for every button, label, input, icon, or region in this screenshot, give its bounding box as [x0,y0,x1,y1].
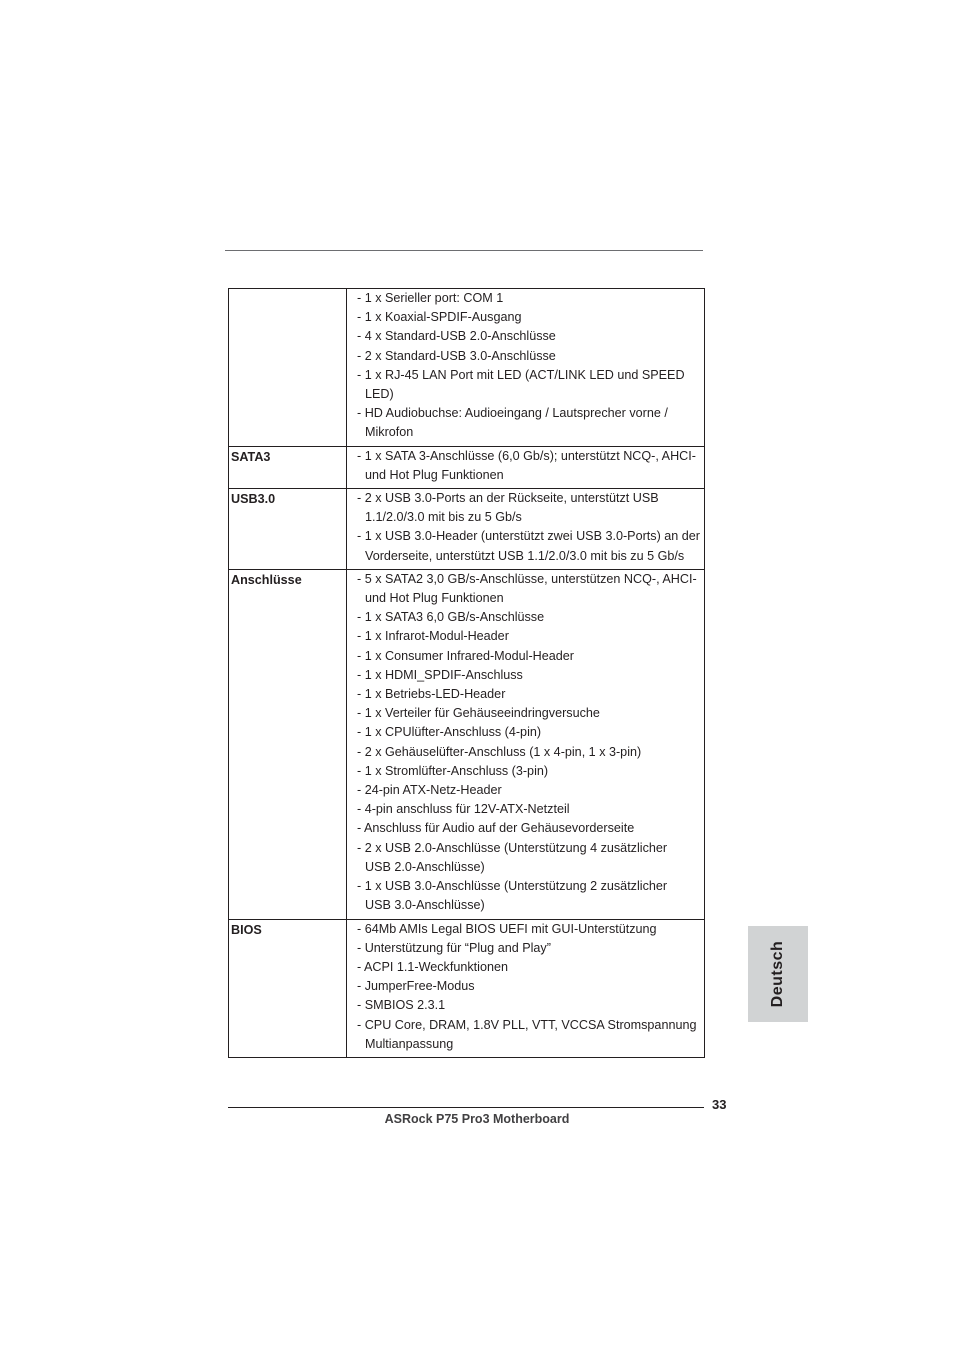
spec-item [357,666,704,685]
spec-item-text: - 1 x Stromlüfter-Anschluss (3-pin) [357,763,549,778]
spec-item-text: - 1 x Betriebs-LED-Header [357,687,506,702]
spec-table-body [229,289,705,1058]
spec-item [357,877,704,915]
spec-item-text: - 24-pin ATX-Netz-Header [357,783,502,798]
spec-item-text: - 2 x USB 2.0-Anschlüsse (Unterstützung 4 zusätzlicher [357,840,668,855]
spec-row-items [347,489,705,570]
spec-item [357,781,704,800]
spec-item-continuation: Vorderseite, unterstützt USB 1.1/2.0/3.0 mit bis zu 5 Gb/s [365,548,685,563]
spec-item [357,308,704,327]
spec-item-text: - 1 x RJ-45 LAN Port mit LED (ACT/LINK LED und SPEED [357,367,685,382]
spec-item [357,404,704,442]
spec-item [357,489,704,527]
spec-item-text: - 1 x USB 3.0-Anschlüsse (Unterstützung 2 zusätzlicher [357,879,668,894]
spec-item-continuation: Mikrofon [365,425,414,440]
spec-item-text: - 1 x Verteiler für Gehäuseeindringversuche [357,706,600,721]
spec-item [357,447,704,485]
spec-item-text: - CPU Core, DRAM, 1.8V PLL, VTT, VCCSA Stromspannung [357,1017,697,1032]
spec-item [357,570,704,608]
spec-item-text: - 2 x Standard-USB 3.0-Anschlüsse [357,348,556,363]
spec-row-label: USB3.0 [229,489,347,570]
language-tab-label: Deutsch [769,940,786,1008]
spec-item [357,704,704,723]
spec-item-continuation: USB 2.0-Anschlüsse) [365,859,485,874]
spec-item-text: - SMBIOS 2.3.1 [357,998,446,1013]
spec-item [357,819,704,838]
spec-item-text: - 1 x SATA 3-Anschlüsse (6,0 Gb/s); unterstützt NCQ-, AHCI- [357,448,696,463]
spec-item-text: - 2 x USB 3.0-Ports an der Rückseite, unterstützt USB [357,491,659,506]
spec-item [357,608,704,627]
spec-item [357,685,704,704]
spec-item-text: - 1 x Serieller port: COM 1 [357,291,504,305]
spec-item-continuation: USB 3.0-Anschlüsse) [365,898,485,913]
spec-item [357,977,704,996]
spec-item-continuation: 1.1/2.0/3.0 mit bis zu 5 Gb/s [365,510,522,525]
spec-item [357,996,704,1015]
spec-item [357,627,704,646]
spec-row [229,289,705,447]
spec-item-text: - 1 x CPUlüfter-Anschluss (4-pin) [357,725,542,740]
spec-row [229,446,705,488]
spec-item-text: - 1 x USB 3.0-Header (unterstützt zwei USB 3.0-Ports) an der [357,529,700,544]
top-divider [225,250,703,251]
spec-item [357,289,704,308]
spec-item-text: - ACPI 1.1-Weckfunktionen [357,959,508,974]
spec-item-text: - Anschluss für Audio auf der Gehäusevorderseite [357,821,635,836]
spec-item [357,527,704,565]
spec-row-items [347,446,705,488]
spec-row-label: Anschlüsse [229,569,347,919]
spec-item [357,743,704,762]
spec-row-label: SATA3 [229,446,347,488]
spec-item [357,800,704,819]
spec-item-text: - HD Audiobuchse: Audioeingang / Lautsprecher vorne / [357,406,668,421]
spec-row-label [229,289,347,447]
spec-item-text: - 4-pin anschluss für 12V-ATX-Netzteil [357,802,570,817]
spec-item [357,347,704,366]
spec-item-text: - Unterstützung für “Plug and Play” [357,940,551,955]
spec-item [357,920,704,939]
spec-item-text: - 1 x Koaxial-SPDIF-Ausgang [357,310,522,325]
spec-item-continuation: LED) [365,387,394,402]
spec-item-text: - 64Mb AMIs Legal BIOS UEFI mit GUI-Unterstützung [357,921,657,936]
spec-item-continuation: Multianpassung [365,1036,454,1051]
spec-row-items [347,919,705,1057]
spec-item [357,647,704,666]
spec-item-continuation: und Hot Plug Funktionen [365,591,504,606]
spec-item [357,723,704,742]
footer-product-name: ASRock P75 Pro3 Motherboard [384,1112,570,1126]
spec-item-text: - 1 x SATA3 6,0 GB/s-Anschlüsse [357,610,545,625]
spec-item-text: - JumperFree-Modus [357,979,475,994]
spec-item [357,1016,704,1054]
spec-item [357,939,704,958]
page-number: 33 [712,1097,727,1112]
spec-item [357,327,704,346]
spec-item [357,839,704,877]
footer-divider [228,1107,704,1108]
spec-row-items [347,569,705,919]
spec-row-items [347,289,705,447]
spec-row [229,569,705,919]
spec-item [357,958,704,977]
spec-item-continuation: und Hot Plug Funktionen [365,467,504,482]
spec-item-text: - 4 x Standard-USB 2.0-Anschlüsse [357,329,556,344]
spec-row [229,919,705,1057]
spec-table [228,288,705,1058]
spec-item-text: - 2 x Gehäuselüfter-Anschluss (1 x 4-pin, 1 x 3-pin) [357,744,642,759]
spec-item [357,366,704,404]
spec-row [229,489,705,570]
spec-item-text: - 1 x Infrarot-Modul-Header [357,629,509,644]
spec-row-label: BIOS [229,919,347,1057]
spec-item [357,762,704,781]
language-tab [748,926,808,1022]
spec-item-text: - 5 x SATA2 3,0 GB/s-Anschlüsse, unterstützen NCQ-, AHCI- [357,571,697,586]
spec-item-text: - 1 x HDMI_SPDIF-Anschluss [357,667,523,682]
spec-item-text: - 1 x Consumer Infrared-Modul-Header [357,648,574,663]
